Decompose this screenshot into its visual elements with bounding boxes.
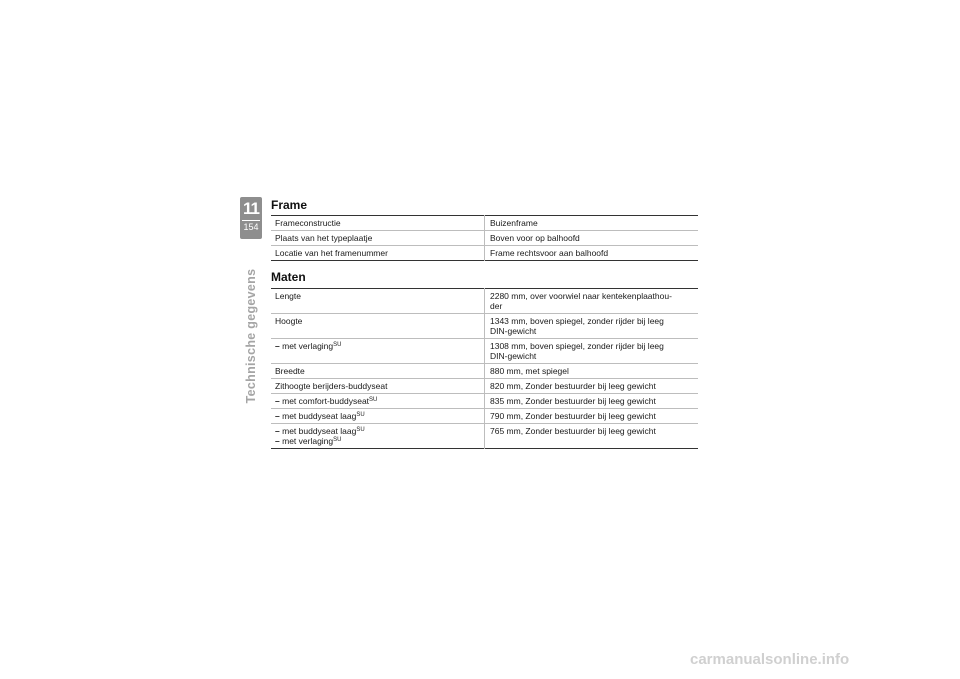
watermark: carmanualsonline.info — [690, 651, 850, 668]
value-line: 2280 mm, over voorwiel naar kentekenplaathou- — [490, 291, 672, 301]
su-marker: SU — [356, 427, 365, 433]
su-marker: SU — [333, 342, 342, 348]
table-row — [271, 216, 698, 231]
row-value: 835 mm, Zonder bestuurder bij leeg gewicht — [485, 394, 699, 409]
value-line: 1308 mm, boven spiegel, zonder rijder bij leeg — [490, 341, 664, 351]
row-value: 765 mm, Zonder bestuurder bij leeg gewicht — [490, 426, 656, 436]
label-text: met comfort-buddyseat — [282, 396, 370, 406]
dash-marker: – — [275, 436, 280, 446]
label-text: met verlaging — [282, 341, 334, 351]
table-row — [271, 231, 698, 246]
row-label: Zithoogte berijders-buddyseat — [271, 379, 485, 394]
table-row — [271, 409, 698, 424]
row-label — [271, 394, 485, 409]
maten-table — [271, 288, 698, 449]
table-row — [271, 314, 698, 339]
row-label — [271, 339, 485, 364]
table-row — [271, 364, 698, 379]
chapter-number: 11 — [243, 199, 259, 218]
su-marker: SU — [356, 412, 365, 418]
row-label: Breedte — [271, 364, 485, 379]
dash-marker: – — [275, 341, 280, 351]
section-title-frame: Frame — [271, 198, 308, 212]
value-line: 1343 mm, boven spiegel, zonder rijder bij leeg — [490, 316, 664, 326]
chapter-tab — [240, 197, 262, 239]
value-line: der — [490, 301, 503, 311]
value-line: DIN-gewicht — [490, 326, 537, 336]
label-text: met verlaging — [282, 436, 334, 446]
dash-marker: – — [275, 411, 280, 421]
page-number: 154 — [243, 222, 259, 232]
row-value — [485, 314, 699, 339]
su-marker: SU — [369, 397, 378, 403]
row-value — [485, 339, 699, 364]
row-label: Lengte — [271, 289, 485, 314]
dash-marker: – — [275, 426, 280, 436]
row-label — [271, 424, 485, 449]
row-label: Frameconstructie — [271, 216, 485, 231]
value-line: DIN-gewicht — [490, 351, 537, 361]
su-marker: SU — [333, 437, 342, 443]
row-value: 790 mm, Zonder bestuurder bij leeg gewicht — [485, 409, 699, 424]
label-line — [275, 426, 480, 436]
label-line — [275, 436, 480, 446]
table-row — [271, 289, 698, 314]
row-value — [485, 289, 699, 314]
row-value: 880 mm, met spiegel — [485, 364, 699, 379]
chapter-divider — [242, 220, 260, 221]
row-value: Boven voor op balhoofd — [485, 231, 699, 246]
frame-table — [271, 215, 698, 261]
label-text: met buddyseat laag — [282, 411, 357, 421]
row-label — [271, 409, 485, 424]
row-value: 820 mm, Zonder bestuurder bij leeg gewicht — [485, 379, 699, 394]
label-text: met buddyseat laag — [282, 426, 357, 436]
table-row — [271, 339, 698, 364]
chapter-side-title: Technische gegevens — [244, 268, 258, 404]
row-label: Locatie van het framenummer — [271, 246, 485, 261]
row-value: Buizenframe — [485, 216, 699, 231]
table-row — [271, 379, 698, 394]
dash-marker: – — [275, 396, 280, 406]
row-label: Hoogte — [271, 314, 485, 339]
section-title-maten: Maten — [271, 270, 306, 284]
table-row — [271, 246, 698, 261]
table-row — [271, 394, 698, 409]
row-label: Plaats van het typeplaatje — [271, 231, 485, 246]
row-value: Frame rechtsvoor aan balhoofd — [490, 248, 609, 258]
table-row — [271, 424, 698, 449]
